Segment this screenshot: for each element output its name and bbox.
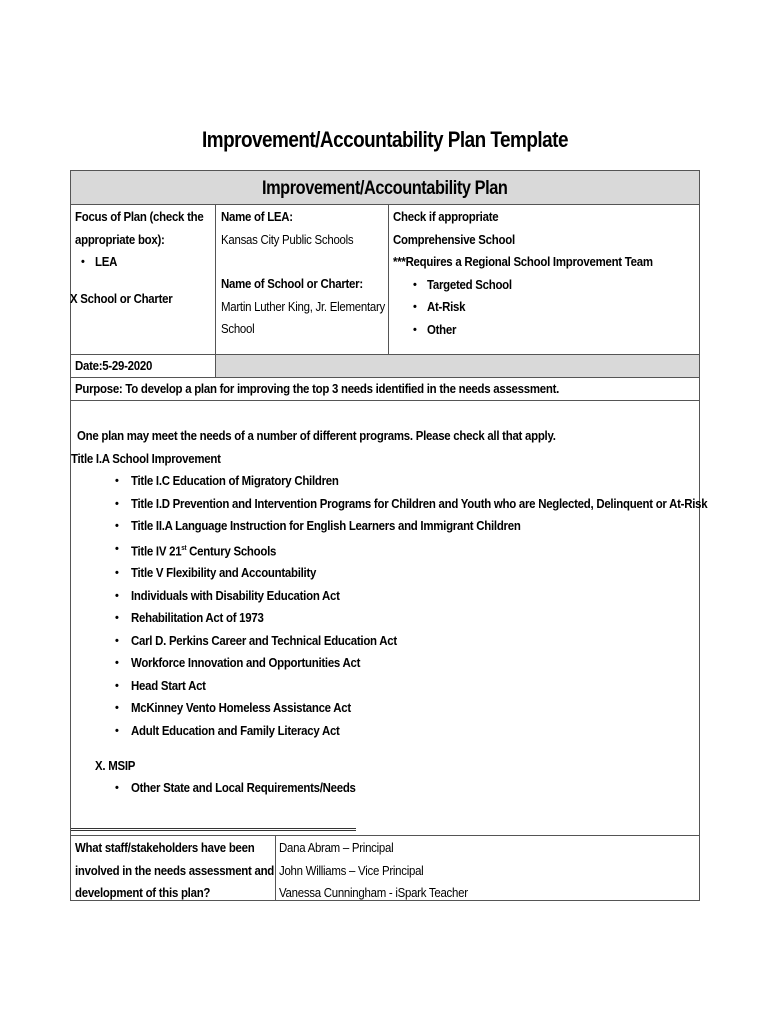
plan-table — [70, 170, 708, 901]
check-option-targeted: Targeted School — [427, 276, 512, 292]
date-cell — [75, 355, 163, 378]
program-item: • Workforce Innovation and Opportunities Act — [111, 652, 770, 675]
col-divider-2 — [388, 204, 389, 354]
program-item — [111, 538, 770, 563]
focus-option-lea: LEA — [95, 254, 118, 269]
staff-divider — [275, 835, 276, 901]
lea-value: Kansas City Public Schools — [221, 231, 354, 247]
program-item: • Rehabilitation Act of 1973 — [111, 607, 770, 630]
check-requires: ***Requires a Regional School Improvement Team — [393, 254, 653, 269]
table-header-text: Improvement/Accountability Plan — [262, 178, 508, 199]
staff-label-2: involved in the needs assessment and — [75, 862, 275, 878]
program-item: • McKinney Vento Homeless Assistance Act — [111, 697, 770, 720]
program-list-other — [111, 777, 386, 800]
lea-label: Name of LEA: — [221, 209, 293, 224]
program-item: • Head Start Act — [111, 675, 770, 698]
superscript-st: st — [181, 544, 187, 552]
lea-cell — [221, 206, 386, 341]
school-value-1: Martin Luther King, Jr. Elementary — [221, 298, 385, 314]
program-item-other: • Other State and Local Requirements/Needs — [111, 777, 386, 800]
program-item: • Title I.C Education of Migratory Children — [111, 470, 770, 493]
program-title-iv: Title IV 21 — [131, 542, 182, 558]
check-option-at-risk: At-Risk — [427, 299, 466, 314]
row-divider-staff — [71, 835, 699, 836]
program-item: • Adult Education and Family Literacy Act — [111, 720, 770, 743]
program-title-iv-rest: Century Schools — [186, 542, 277, 558]
check-option-other: Other — [427, 321, 457, 337]
underline-1 — [71, 828, 356, 829]
col-divider-1 — [215, 204, 216, 354]
underline-2 — [71, 830, 356, 831]
title-ia-row — [71, 448, 241, 471]
program-item: • Title II.A Language Instruction for English Learners and Immigrant Children — [111, 515, 770, 538]
programs-intro: One plan may meet the needs of a number of different programs. Please check all that apply. — [77, 428, 556, 443]
program-item: • Individuals with Disability Education Act — [111, 585, 770, 608]
focus-option-school: X School or Charter — [70, 291, 173, 306]
program-item: • Carl D. Perkins Career and Technical Education Act — [111, 630, 770, 653]
program-title-ia: Title I.A School Improvement — [71, 451, 221, 466]
program-item: • Title V Flexibility and Accountability — [111, 562, 770, 585]
purpose-text: Purpose: To develop a plan for improving the top 3 needs identified in the needs assessment. — [75, 381, 560, 396]
check-cell — [393, 206, 693, 341]
staff-label-1: What staff/stakeholders have been — [75, 840, 255, 855]
staff-person: Dana Abram – Principal — [279, 840, 394, 855]
staff-person: Vanessa Cunningham - iSpark Teacher — [279, 885, 468, 900]
purpose-cell — [75, 378, 625, 401]
program-item: • Title I.D Prevention and Intervention Programs for Children and Youth who are Neglected, Delinquent or At-Risk — [111, 493, 770, 516]
date-divider — [215, 354, 216, 377]
school-value-2: School — [221, 321, 255, 336]
staff-label-3: development of this plan? — [75, 885, 211, 900]
msip-row — [95, 755, 141, 778]
staff-label-cell — [75, 837, 273, 905]
program-list — [111, 470, 770, 742]
programs-intro-row — [77, 425, 621, 448]
focus-option-school-row — [70, 288, 186, 311]
program-msip: X. MSIP — [95, 758, 136, 773]
school-label: Name of School or Charter: — [221, 276, 363, 291]
date-value: Date:5-29-2020 — [75, 358, 153, 373]
date-row-shade — [216, 355, 699, 377]
document-title: Improvement/Accountability Plan Template — [202, 127, 568, 152]
staff-people-cell — [279, 837, 689, 905]
table-header — [71, 171, 699, 205]
check-comprehensive: Comprehensive School — [393, 231, 515, 247]
check-label: Check if appropriate — [393, 209, 499, 224]
focus-cell — [75, 206, 215, 274]
staff-person: John Williams – Vice Principal — [279, 862, 424, 878]
focus-label-2: appropriate box): — [75, 231, 165, 247]
focus-label-1: Focus of Plan (check the — [75, 209, 204, 224]
